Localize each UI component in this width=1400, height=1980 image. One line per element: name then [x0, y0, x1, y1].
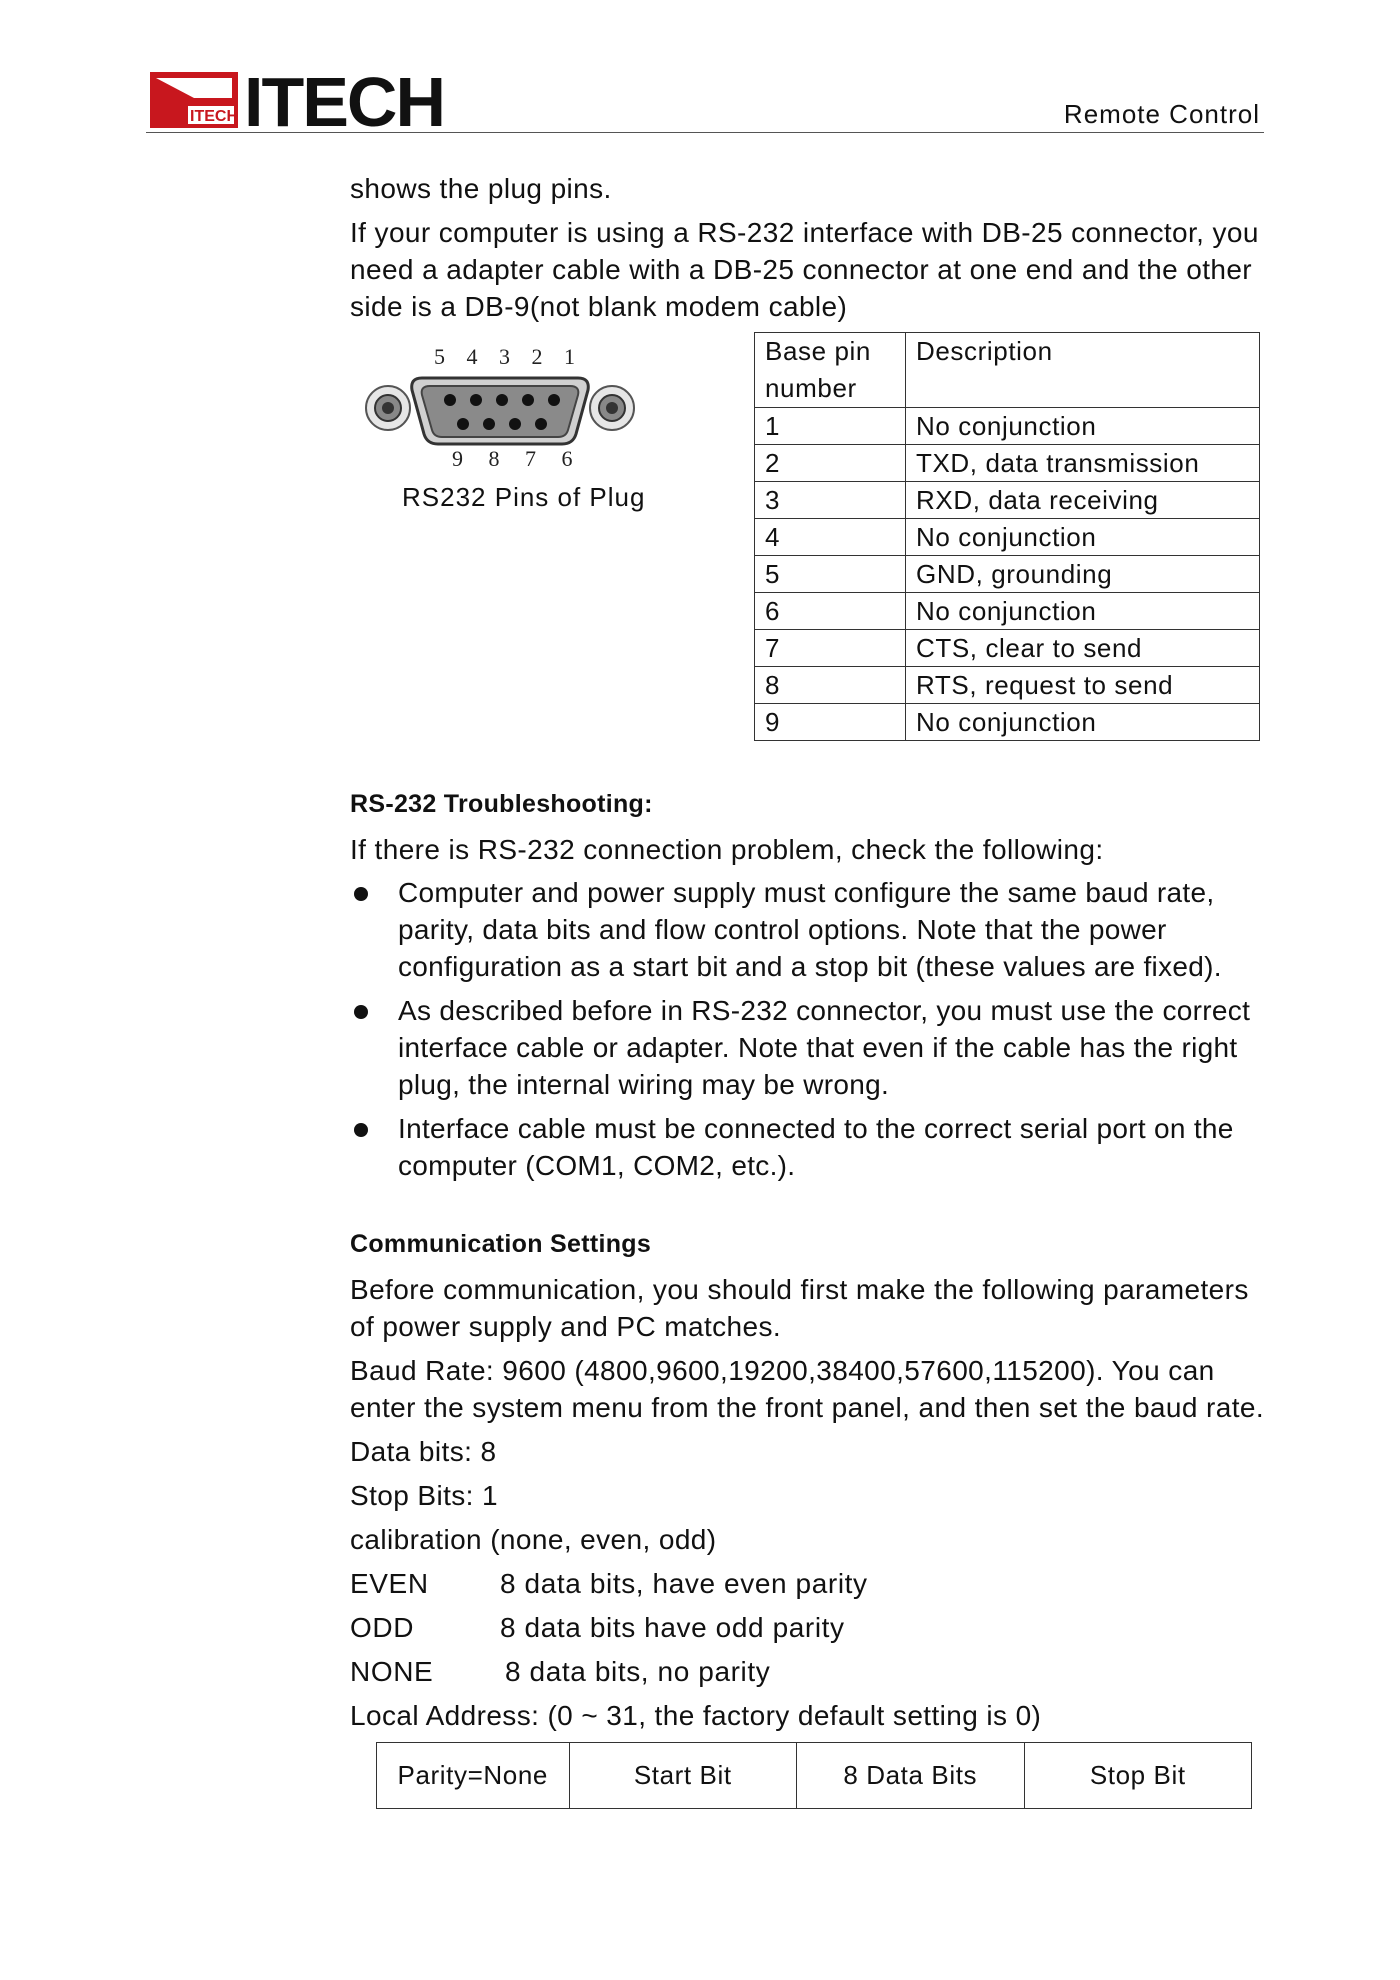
logo-mark	[150, 68, 460, 130]
table-row	[755, 408, 1260, 445]
local-address-text: Local Address: (0 ~ 31, the factory default setting is 0)	[350, 1700, 1042, 1731]
pin-number: 7	[755, 630, 906, 667]
intro-block	[350, 170, 1265, 325]
table-row	[755, 630, 1260, 667]
pin-description: No conjunction	[906, 704, 1260, 741]
rs232-figure	[352, 338, 682, 518]
pin-description: RXD, data receiving	[906, 482, 1260, 519]
bottom-pin-numbers: 9 8 7 6	[452, 446, 583, 468]
pin-description: No conjunction	[906, 408, 1260, 445]
pin-table-header	[755, 333, 1260, 408]
pin-description: RTS, request to send	[906, 667, 1260, 704]
list-item	[350, 992, 1265, 1103]
bullet-icon	[354, 1123, 368, 1137]
pin-description: No conjunction	[906, 593, 1260, 630]
itech-logo	[150, 68, 460, 130]
communication-title: Communication Settings	[350, 1230, 652, 1258]
table-row	[755, 556, 1260, 593]
table-row	[755, 445, 1260, 482]
pin-number: 3	[755, 482, 906, 519]
pin-number: 2	[755, 445, 906, 482]
header-section-title: Remote Control	[1063, 99, 1260, 129]
pin-description: TXD, data transmission	[906, 445, 1260, 482]
calibration-text: calibration (none, even, odd)	[350, 1524, 717, 1555]
parity-key: ODD	[350, 1612, 415, 1643]
table-row	[377, 1743, 1252, 1809]
pin-number: 5	[755, 556, 906, 593]
frame-cell-data-bits: 8 Data Bits	[797, 1743, 1025, 1809]
top-pin-numbers: 5 4 3 2 1	[434, 344, 583, 369]
troubleshooting-intro: If there is RS-232 connection problem, check the following:	[350, 834, 1104, 865]
logo-wordmark: ITECH	[244, 68, 444, 130]
header-base-pin: Base pin number	[755, 333, 906, 408]
parity-row-even	[350, 1565, 1265, 1602]
pin-description: GND, grounding	[906, 556, 1260, 593]
bullet-icon	[354, 1005, 368, 1019]
intro-p2: If your computer is using a RS-232 interface with DB-25 connector, you need a adapter cable with a DB-25 connector at one end and the other side is a DB-9(not blank modem cable)	[350, 217, 1259, 322]
list-item-text: Interface cable must be connected to the correct serial port on the computer (COM1, COM2, etc.).	[398, 1113, 1234, 1181]
pin-number: 4	[755, 519, 906, 556]
frame-cell-start-bit: Start Bit	[569, 1743, 797, 1809]
db9-connector-image	[352, 338, 652, 468]
pin-table	[754, 332, 1260, 741]
baud-rate-text: Baud Rate: 9600 (4800,9600,19200,38400,57600,115200). You can enter the system menu from the front panel, and then set the baud rate.	[350, 1355, 1265, 1423]
list-item	[350, 874, 1265, 985]
parity-row-odd	[350, 1609, 1265, 1646]
table-row	[755, 593, 1260, 630]
pin-number: 9	[755, 704, 906, 741]
list-item	[350, 1110, 1265, 1184]
pin-number: 1	[755, 408, 906, 445]
pin-number: 8	[755, 667, 906, 704]
parity-key: EVEN	[350, 1568, 429, 1599]
frame-cell-parity: Parity=None	[377, 1743, 570, 1809]
logo-badge-text: ITECH	[190, 108, 238, 125]
troubleshooting-list	[350, 874, 1265, 1184]
data-frame-table	[376, 1742, 1252, 1809]
table-row	[755, 482, 1260, 519]
pin-description: No conjunction	[906, 519, 1260, 556]
pin-description: CTS, clear to send	[906, 630, 1260, 667]
header-description: Description	[906, 333, 1260, 408]
figure-caption: RS232 Pins of Plug	[402, 482, 646, 512]
parity-desc: 8 data bits have odd parity	[500, 1612, 845, 1643]
parity-row-none	[350, 1653, 1265, 1690]
table-row	[755, 667, 1260, 704]
communication-settings-section	[350, 1230, 1265, 1734]
pin-number: 6	[755, 593, 906, 630]
page-header	[146, 64, 1264, 133]
troubleshooting-section	[350, 790, 1265, 1191]
parity-key: NONE	[350, 1656, 434, 1687]
stop-bits-text: Stop Bits: 1	[350, 1480, 498, 1511]
parity-desc: 8 data bits, no parity	[505, 1656, 771, 1687]
parity-desc: 8 data bits, have even parity	[500, 1568, 868, 1599]
comm-intro: Before communication, you should first make the following parameters of power supply and PC matches.	[350, 1274, 1249, 1342]
intro-p1: shows the plug pins.	[350, 173, 612, 204]
data-bits-text: Data bits: 8	[350, 1436, 497, 1467]
list-item-text: As described before in RS-232 connector, you must use the correct interface cable or adapter. Note that even if the cable has the right plug, the internal wiring may be wrong.	[398, 995, 1251, 1100]
table-row	[755, 704, 1260, 741]
frame-cell-stop-bit: Stop Bit	[1024, 1743, 1252, 1809]
bullet-icon	[354, 887, 368, 901]
troubleshooting-title: RS-232 Troubleshooting:	[350, 790, 653, 818]
list-item-text: Computer and power supply must configure the same baud rate, parity, data bits and flow control options. Note that the power configuration as a start bit and a stop bit (these values are fixed).	[398, 877, 1222, 982]
table-row	[755, 519, 1260, 556]
